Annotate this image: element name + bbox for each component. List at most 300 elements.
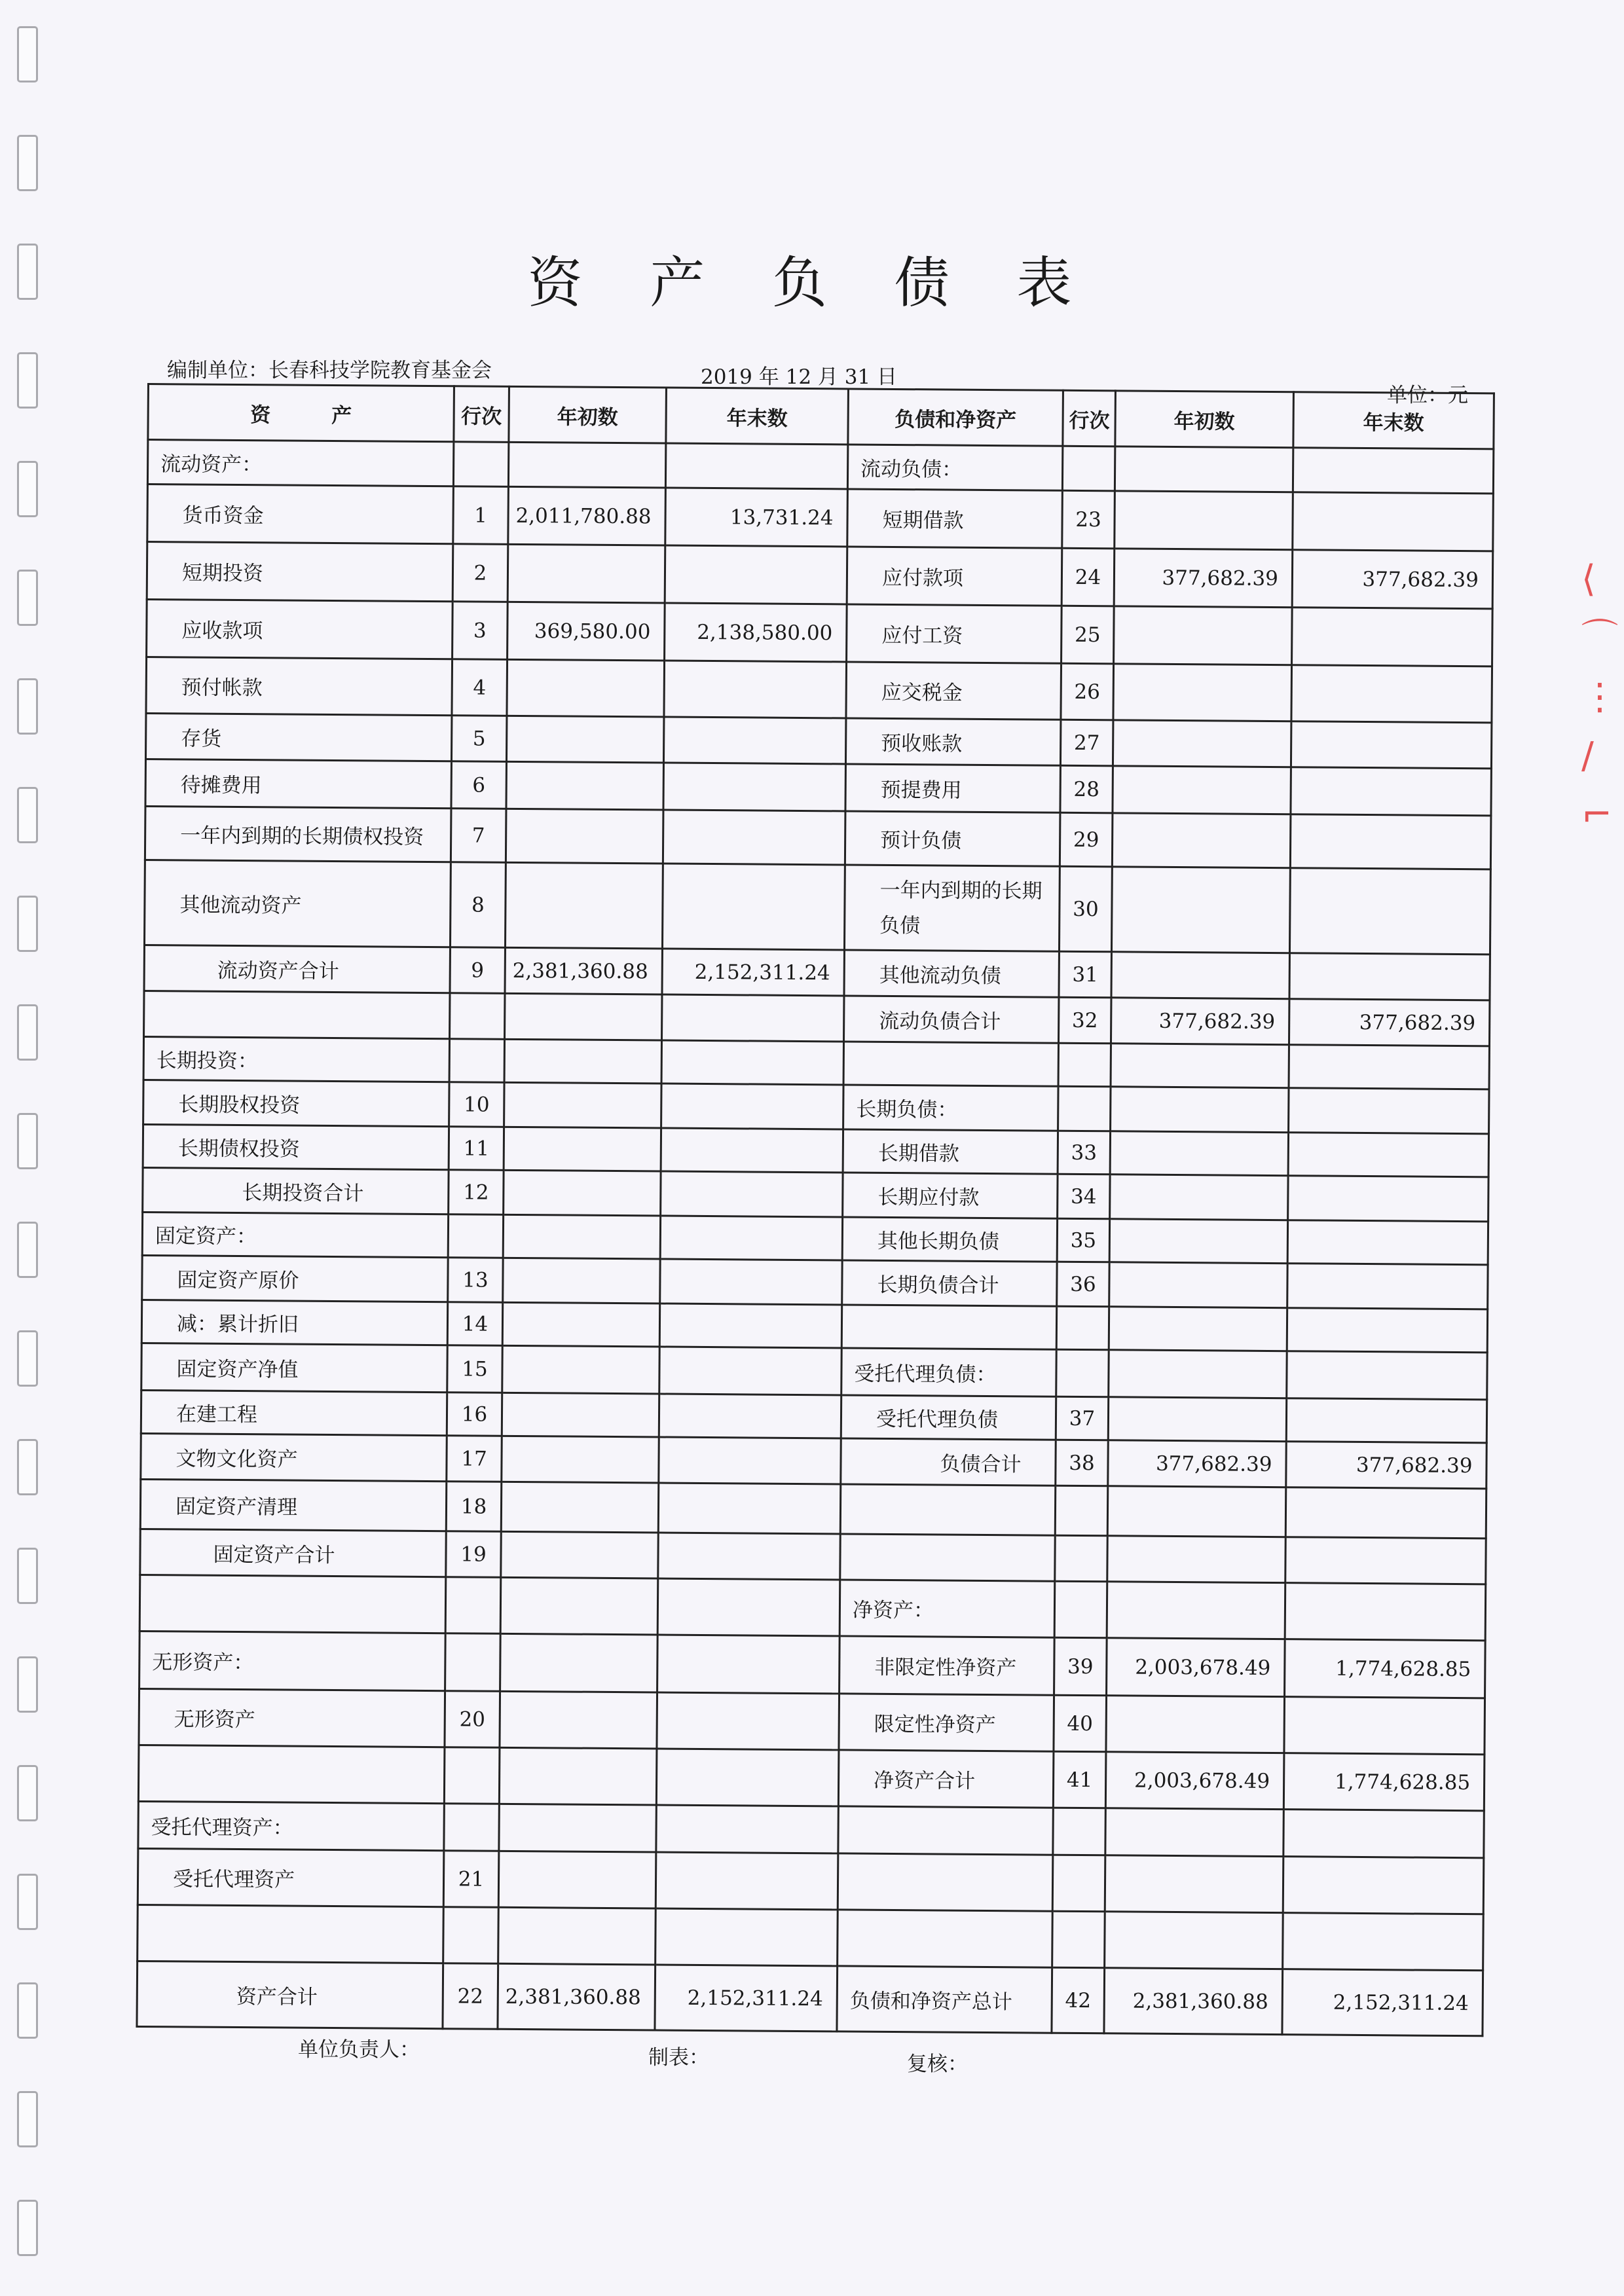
liability-end-value: 1,774,628.85: [1285, 1639, 1486, 1698]
asset-begin-value: [498, 1907, 656, 1965]
asset-item: 待摊费用: [145, 759, 451, 808]
asset-begin-value: [498, 1851, 656, 1908]
asset-end-value: 2,138,580.00: [665, 603, 847, 662]
liability-item: 应付款项: [847, 547, 1062, 606]
liability-item: [840, 1484, 1056, 1535]
asset-end-value: [657, 1635, 840, 1694]
liability-begin-value: [1109, 1350, 1287, 1398]
asset-begin-value: [504, 1039, 661, 1084]
liability-begin-value: [1107, 1582, 1285, 1639]
asset-line-no: 20: [445, 1691, 500, 1748]
binding-hole: [17, 787, 38, 843]
asset-item: 预付帐款: [146, 657, 452, 716]
liability-end-value: [1285, 1583, 1486, 1641]
asset-begin-value: [499, 1747, 657, 1805]
binding-holes: [12, 26, 38, 2278]
asset-item: 固定资产：: [142, 1212, 448, 1257]
liability-line-no: 33: [1058, 1131, 1110, 1175]
liability-begin-value: [1113, 766, 1291, 814]
asset-item: 受托代理资产：: [138, 1801, 444, 1850]
table-row: [138, 1848, 1484, 1914]
liability-line-no: [1058, 1086, 1111, 1131]
liability-item: 预收账款: [845, 718, 1060, 765]
asset-item: 无形资产: [139, 1688, 445, 1747]
balance-sheet-table: [136, 383, 1494, 2037]
asset-begin-value: [500, 1691, 657, 1749]
liability-begin-value: [1107, 1486, 1286, 1537]
liability-end-value: [1289, 1088, 1489, 1134]
asset-item: 减：累计折旧: [141, 1300, 447, 1345]
asset-end-value: [660, 1259, 842, 1305]
liability-begin-value: [1111, 1087, 1289, 1133]
liability-line-no: [1052, 1855, 1105, 1912]
liability-end-value: [1284, 1697, 1485, 1755]
liability-line-no: 40: [1054, 1695, 1107, 1752]
table-row: [139, 1688, 1485, 1754]
asset-end-value: [661, 1171, 843, 1217]
asset-line-no: 14: [447, 1302, 502, 1346]
asset-line-no: 18: [446, 1482, 502, 1532]
asset-end-value: 2,152,311.24: [655, 1965, 838, 2032]
liability-line-no: 37: [1056, 1396, 1108, 1440]
asset-end-value: [655, 1852, 838, 1910]
binding-hole: [17, 1982, 38, 2039]
footer-head: 单位负责人：: [298, 2038, 420, 2062]
liability-item: 负债和净资产总计: [837, 1966, 1052, 2033]
liability-begin-value: [1107, 1536, 1285, 1583]
liability-end-value: [1286, 1398, 1486, 1443]
asset-item: 固定资产合计: [140, 1529, 446, 1576]
liability-item: 其他长期负债: [842, 1217, 1057, 1262]
asset-item: 流动资产合计: [144, 945, 450, 993]
liability-begin-value: [1105, 1912, 1283, 1969]
asset-begin-value: [504, 1170, 661, 1216]
liability-end-value: [1289, 868, 1490, 955]
liability-begin-value: 377,682.39: [1111, 998, 1289, 1045]
asset-end-value: [663, 810, 845, 865]
liability-item: 流动负债合计: [844, 996, 1059, 1043]
asset-begin-value: [504, 1127, 661, 1171]
liability-line-no: [1054, 1581, 1107, 1638]
asset-item: 存货: [145, 713, 451, 761]
liability-begin-value: [1109, 1219, 1287, 1264]
liability-item: 一年内到期的长期负债: [844, 865, 1060, 951]
red-seal-fragment: ⟨ ⌒ ⋮ ∕ ⌐: [1581, 558, 1618, 836]
asset-end-value: [662, 864, 845, 950]
header-row: [148, 384, 1494, 449]
asset-line-no: 6: [451, 761, 507, 809]
binding-hole: [17, 1439, 38, 1495]
table-row: [146, 657, 1492, 723]
liability-item: 短期借款: [847, 489, 1063, 548]
unit-label: 单位：元: [1387, 384, 1468, 407]
asset-item: [138, 1904, 444, 1963]
liability-end-value: [1291, 767, 1491, 816]
liability-end-value: [1288, 1176, 1488, 1222]
table-row: [147, 600, 1493, 666]
liability-begin-value: [1113, 720, 1291, 767]
binding-hole: [17, 1656, 38, 1713]
binding-hole: [17, 2091, 38, 2147]
liability-begin-value: 377,682.39: [1114, 549, 1293, 608]
asset-end-value: [660, 1216, 842, 1260]
asset-line-no: [445, 1633, 501, 1692]
asset-item: 货币资金: [147, 484, 454, 544]
asset-end-value: [665, 443, 847, 489]
table-row: [145, 806, 1491, 869]
table-row: [145, 860, 1491, 954]
asset-end-value: [661, 1084, 843, 1129]
asset-line-no: [444, 1804, 500, 1851]
asset-end-value: [659, 1437, 841, 1484]
asset-begin-value: [506, 716, 663, 763]
asset-item: 资产合计: [137, 1961, 443, 2028]
liability-item: 受托代理负债：: [841, 1348, 1056, 1396]
liability-begin-value: [1105, 1855, 1283, 1913]
liability-begin-value: [1115, 491, 1293, 550]
liability-end-value: [1287, 1220, 1488, 1265]
asset-line-no: [453, 442, 508, 487]
asset-line-no: 17: [447, 1436, 502, 1482]
liability-end-value: 377,682.39: [1289, 999, 1489, 1046]
asset-begin-value: [508, 442, 665, 488]
asset-item: [139, 1575, 446, 1633]
asset-line-no: [450, 993, 505, 1040]
liability-line-no: 29: [1060, 812, 1113, 867]
asset-begin-value: 2,381,360.88: [498, 1963, 655, 2030]
table-row: [139, 1575, 1486, 1640]
liability-end-value: [1291, 721, 1491, 769]
liability-line-no: [1056, 1306, 1109, 1350]
asset-end-value: [661, 1128, 843, 1173]
asset-item: 一年内到期的长期债权投资: [145, 806, 451, 862]
liability-line-no: 26: [1061, 663, 1114, 720]
asset-end-value: [659, 1303, 841, 1348]
asset-end-value: [658, 1483, 841, 1534]
asset-line-no: 9: [450, 947, 505, 994]
asset-begin-value: [501, 1531, 658, 1578]
table-row: [138, 1904, 1484, 1970]
asset-line-no: 11: [449, 1127, 504, 1171]
liability-end-value: [1289, 1045, 1489, 1089]
liability-line-no: 39: [1054, 1637, 1107, 1696]
report-date: 2019 年 12 月 31 日: [701, 365, 898, 389]
binding-hole: [17, 2200, 38, 2256]
asset-begin-value: [507, 659, 665, 717]
binding-hole: [17, 570, 38, 626]
binding-hole: [17, 461, 38, 517]
liability-begin-value: [1111, 867, 1290, 953]
liability-end-value: [1290, 814, 1491, 869]
table-row: [140, 1479, 1486, 1538]
liability-item: [838, 1853, 1053, 1911]
asset-line-no: 10: [449, 1082, 504, 1127]
asset-end-value: [656, 1805, 838, 1853]
table-row: [137, 1961, 1483, 2035]
liability-line-no: [1053, 1808, 1106, 1855]
liability-item: [838, 1910, 1053, 1967]
asset-begin-value: [505, 993, 662, 1040]
liability-line-no: [1056, 1349, 1109, 1397]
liability-begin-value: [1109, 1307, 1287, 1351]
footer-review: 复核：: [907, 2052, 968, 2076]
liability-line-no: 23: [1062, 490, 1115, 549]
liability-begin-value: [1109, 1262, 1287, 1308]
liability-item: 净资产：: [840, 1580, 1055, 1637]
asset-begin-value: [506, 761, 663, 810]
liability-line-no: 34: [1058, 1174, 1110, 1219]
asset-item: [138, 1745, 445, 1803]
asset-line-no: 7: [451, 809, 506, 863]
liability-line-no: 31: [1059, 951, 1111, 998]
asset-begin-value: [501, 1482, 659, 1533]
liability-line-no: [1062, 446, 1115, 491]
liability-item: [838, 1806, 1053, 1855]
liability-end-value: [1293, 492, 1494, 551]
asset-line-no: 19: [446, 1531, 501, 1578]
asset-begin-value: [504, 1082, 661, 1128]
liability-end-value: [1285, 1537, 1486, 1584]
asset-line-no: [443, 1907, 499, 1964]
liability-end-value: [1283, 1810, 1484, 1858]
asset-begin-value: 2,381,360.88: [505, 947, 662, 994]
liability-line-no: 41: [1053, 1751, 1106, 1808]
asset-line-no: 1: [453, 486, 509, 545]
asset-begin-value: [500, 1577, 658, 1635]
asset-end-value: [659, 1394, 841, 1438]
binding-hole: [17, 896, 38, 952]
liability-item: [841, 1305, 1056, 1349]
asset-line-no: [449, 1039, 504, 1083]
asset-end-value: [659, 1347, 841, 1395]
table-row: [138, 1745, 1485, 1810]
asset-begin-value: [499, 1804, 656, 1852]
liability-begin-value: [1113, 664, 1292, 721]
liability-end-value: 1,774,628.85: [1283, 1753, 1485, 1811]
asset-item: 在建工程: [141, 1390, 447, 1435]
column-header: 行次: [454, 386, 509, 443]
liability-line-no: [1058, 1043, 1111, 1087]
binding-hole: [17, 1765, 38, 1821]
liability-end-value: [1287, 1264, 1488, 1309]
asset-end-value: [663, 717, 845, 764]
liability-line-no: 42: [1052, 1967, 1105, 2033]
liability-begin-value: [1115, 446, 1293, 492]
liability-item: 流动负债：: [847, 445, 1062, 490]
asset-item: 长期债权投资: [143, 1124, 449, 1169]
liability-begin-value: [1108, 1397, 1286, 1442]
liability-begin-value: 377,682.39: [1108, 1440, 1286, 1487]
liability-end-value: [1283, 1913, 1484, 1971]
asset-begin-value: [502, 1345, 659, 1394]
asset-line-no: 4: [452, 659, 507, 716]
liability-end-value: [1293, 448, 1493, 494]
asset-line-no: 12: [449, 1170, 504, 1215]
asset-line-no: 13: [448, 1258, 503, 1303]
liability-item: 非限定性净资产: [840, 1636, 1055, 1695]
asset-line-no: 22: [443, 1963, 498, 2030]
liability-line-no: 24: [1061, 548, 1115, 606]
liability-item: 其他流动负债: [844, 950, 1059, 997]
asset-begin-value: [502, 1436, 659, 1483]
asset-item: 流动资产：: [147, 440, 453, 486]
liability-item: 长期借款: [843, 1129, 1058, 1174]
liability-end-value: 377,682.39: [1286, 1442, 1486, 1489]
liability-begin-value: 2,381,360.88: [1104, 1968, 1283, 2035]
asset-begin-value: [505, 862, 663, 949]
binding-hole: [17, 1330, 38, 1387]
liability-line-no: 30: [1059, 866, 1112, 952]
asset-item: 长期投资：: [143, 1036, 449, 1082]
asset-end-value: [665, 545, 847, 604]
liability-begin-value: [1114, 606, 1293, 665]
liability-begin-value: [1110, 1175, 1288, 1220]
column-header: 年初数: [509, 386, 667, 443]
asset-line-no: [444, 1747, 500, 1804]
column-header: 年初数: [1115, 391, 1294, 448]
page-title: 资 产 负 债 表: [527, 251, 1097, 315]
binding-hole: [17, 135, 38, 191]
org-label: 编制单位：长春科技学院教育基金会: [167, 359, 492, 382]
asset-end-value: [661, 1040, 843, 1085]
asset-begin-value: [500, 1633, 658, 1692]
binding-hole: [17, 1874, 38, 1930]
asset-end-value: [657, 1578, 840, 1636]
liability-line-no: 32: [1058, 997, 1111, 1044]
liability-item: 预提费用: [845, 764, 1060, 812]
liability-item: 受托代理负债: [841, 1395, 1056, 1440]
asset-begin-value: [506, 809, 663, 864]
asset-end-value: [663, 763, 845, 811]
asset-end-value: [658, 1533, 840, 1580]
liability-line-no: [1052, 1911, 1105, 1968]
liability-end-value: [1288, 1133, 1488, 1177]
liability-item: 长期负债：: [843, 1085, 1058, 1131]
asset-item: [144, 991, 450, 1038]
asset-item: 固定资产原价: [142, 1255, 448, 1302]
asset-begin-value: [503, 1258, 660, 1303]
liability-item: 限定性净资产: [839, 1694, 1054, 1751]
binding-hole: [17, 678, 38, 735]
asset-item: 固定资产清理: [140, 1479, 447, 1531]
asset-item: 长期股权投资: [143, 1080, 449, 1126]
liability-line-no: 35: [1057, 1218, 1109, 1262]
liability-item: 净资产合计: [838, 1750, 1054, 1808]
asset-end-value: 13,731.24: [665, 488, 848, 547]
binding-hole: [17, 1113, 38, 1169]
column-header: 行次: [1063, 390, 1116, 446]
liability-end-value: [1287, 1351, 1487, 1400]
binding-hole: [17, 26, 38, 82]
binding-hole: [17, 1004, 38, 1061]
column-header: 负债和净资产: [848, 389, 1063, 446]
liability-end-value: [1292, 608, 1493, 666]
column-header: 年末数: [1293, 392, 1494, 449]
asset-line-no: 15: [447, 1345, 503, 1393]
asset-begin-value: 369,580.00: [507, 602, 665, 661]
liability-item: 应付工资: [847, 604, 1062, 663]
asset-line-no: 21: [443, 1851, 499, 1908]
liability-begin-value: [1112, 813, 1291, 868]
asset-item: 其他流动资产: [145, 860, 451, 947]
column-header: 年末数: [666, 388, 849, 445]
asset-begin-value: [502, 1393, 659, 1437]
asset-item: 受托代理资产: [138, 1848, 444, 1906]
liability-line-no: 28: [1060, 765, 1113, 813]
liability-begin-value: [1111, 1044, 1289, 1088]
asset-item: 应收款项: [147, 600, 453, 659]
asset-end-value: [662, 994, 844, 1042]
asset-begin-value: [503, 1214, 660, 1259]
liability-begin-value: [1110, 1131, 1288, 1176]
liability-begin-value: [1105, 1808, 1283, 1857]
liability-line-no: 38: [1056, 1440, 1108, 1486]
liability-end-value: [1287, 1308, 1487, 1353]
asset-item: 短期投资: [147, 542, 453, 602]
liability-line-no: 27: [1060, 720, 1113, 766]
liability-end-value: [1291, 665, 1492, 723]
asset-line-no: 5: [451, 716, 506, 762]
asset-end-value: [657, 1692, 840, 1750]
asset-end-value: 2,152,311.24: [662, 949, 844, 996]
column-header: 资 产: [148, 384, 454, 442]
liability-begin-value: [1111, 952, 1289, 999]
liability-line-no: [1055, 1535, 1107, 1582]
asset-end-value: [656, 1749, 839, 1806]
liability-item: 应交税金: [846, 662, 1061, 720]
liability-item: 预计负债: [845, 811, 1060, 866]
asset-line-no: [448, 1214, 503, 1258]
asset-line-no: 3: [452, 602, 508, 660]
asset-line-no: 8: [450, 862, 506, 948]
asset-item: 文物文化资产: [141, 1433, 447, 1481]
binding-hole: [17, 352, 38, 409]
asset-line-no: 2: [452, 544, 508, 602]
liability-item: [843, 1042, 1058, 1086]
liability-item: 负债合计: [841, 1438, 1056, 1485]
asset-end-value: [664, 661, 847, 718]
asset-line-no: 16: [447, 1393, 502, 1436]
liability-line-no: 36: [1057, 1262, 1109, 1307]
liability-line-no: [1055, 1485, 1108, 1536]
binding-hole: [17, 1222, 38, 1278]
liability-end-value: 377,682.39: [1292, 550, 1493, 609]
table-row: [147, 542, 1493, 609]
asset-item: 无形资产：: [139, 1631, 446, 1690]
asset-begin-value: 2,011,780.88: [508, 486, 666, 545]
table-row: [147, 484, 1494, 551]
liability-line-no: 25: [1061, 606, 1115, 664]
liability-item: [840, 1534, 1055, 1581]
table-row: [139, 1631, 1486, 1698]
liability-begin-value: 2,003,678.49: [1105, 1752, 1284, 1810]
binding-hole: [17, 1548, 38, 1604]
asset-end-value: [655, 1908, 838, 1966]
asset-line-no: [445, 1577, 501, 1634]
liability-end-value: 2,152,311.24: [1282, 1969, 1483, 2036]
asset-item: 固定资产净值: [141, 1343, 447, 1392]
liability-begin-value: 2,003,678.49: [1107, 1638, 1285, 1697]
liability-end-value: [1283, 1857, 1484, 1914]
asset-begin-value: [502, 1302, 659, 1347]
liability-end-value: [1285, 1487, 1486, 1539]
liability-item: 长期应付款: [843, 1173, 1058, 1218]
liability-end-value: [1289, 953, 1490, 1000]
asset-item: 长期投资合计: [143, 1167, 449, 1214]
liability-begin-value: [1106, 1696, 1285, 1753]
asset-begin-value: [507, 544, 665, 603]
liability-item: 长期负债合计: [842, 1260, 1057, 1306]
